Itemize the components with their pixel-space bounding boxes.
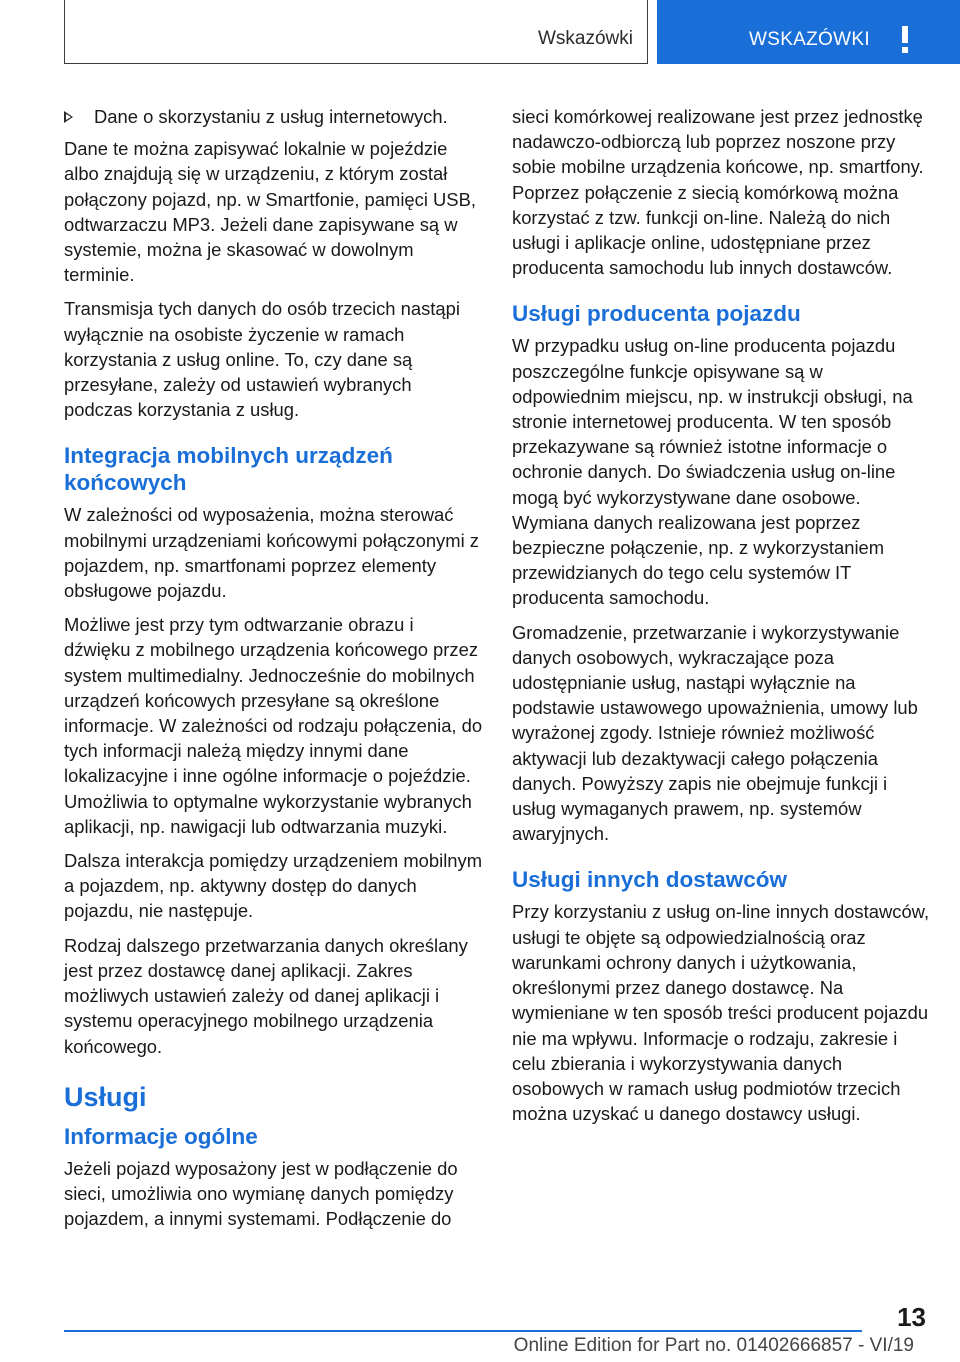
footer-divider xyxy=(64,1330,862,1332)
paragraph: W przypadku usług on-line producenta pojazdu poszczególne funkcje opisywane są w odpowiednim miejscu, np. w instrukcji obsługi, na stronie internetowej producenta. W ten sposób przekazywane są również istotne informacje o ochronie danych. Do świadczenia usług on-line mogą być wykorzystywane dane osobowe. Wymiana danych realizowana jest poprzez bezpieczne połączenie, np. z wykorzystaniem przewidzianych do tego celu systemów IT producenta samochodu. xyxy=(512,335,913,609)
paragraph: Gromadzenie, przetwarzanie i wykorzystywanie danych osobowych, wykraczające poza udostępnianie usług, nastąpi wyłącznie na podstawie ustawowego upoważnienia, umowy lub wyrażonej zgody. Istnieje również możliwość aktywacji lub dezaktywacji całego połączenia danych. Powyższy zapis nie obejmuje funkcji i usług wymaganych prawem, np. systemów awaryjnych. xyxy=(512,621,918,845)
paragraph: Dane te można zapisywać lokalnie w pojeździe albo znajdują się w urządzeniu, z którym został połączony pojazd, np. w Smartfonie, pamięci USB, odtwarzaczu MP3. Jeżeli dane zapisywane są w systemie, można je skasować w dowolnym terminie. xyxy=(64,138,476,286)
header-chapter-tab[interactable] xyxy=(657,0,960,64)
list-item-text: Dane o skorzystaniu z usług internetowych. xyxy=(94,106,448,127)
paragraph: Transmisja tych danych do osób trzecich nastąpi wyłącznie na osobiste życzenie w ramach korzystania z usług online. To, czy dane są przesyłane, zależy od ustawień wybranych podczas korzystania z usług. xyxy=(64,298,460,421)
header-chapter-label: WSKAZÓWKI xyxy=(749,29,870,50)
list-item xyxy=(64,104,484,129)
header-section-box xyxy=(64,0,648,64)
left-column xyxy=(64,104,484,1240)
subsection-heading: Informacje ogólne xyxy=(64,1123,258,1149)
right-column xyxy=(512,104,932,1135)
paragraph: Jeżeli pojazd wyposażony jest w podłączenie do sieci, umożliwia ono wymianę danych pomiędzy pojazdem, a innymi systemami. Podłączenie do xyxy=(64,1157,458,1230)
paragraph: Możliwe jest przy tym odtwarzanie obrazu i dźwięku z mobilnego urządzenia końcowego przez system multimedialny. Jednocześnie do mobilnych urządzeń końcowych przesyłane są określone informacje. W zależności od rodzaju połączenia, do tych informacji należą między innymi dane lokalizacyjne i inne ogólne informacje o pojeździe. Umożliwia to optymalne wykorzystanie wybranych aplikacji, np. nawigacji lub odtwarzania muzyki. xyxy=(64,614,483,837)
section-heading: Usługi xyxy=(64,1081,147,1112)
triangle-bullet-icon xyxy=(64,111,73,123)
paragraph: W zależności od wyposażenia, można sterować mobilnymi urządzeniami końcowymi połączonymi z pojazdem, np. smartfonami poprzez elementy obsługowe pojazdu. xyxy=(64,504,479,602)
paragraph: Rodzaj dalszego przetwarzania danych określany jest przez dostawcę danej aplikacji. Zakres możliwych ustawień zależy od danej aplikacji i systemu operacyjnego mobilnego urządzenia końcowego. xyxy=(64,934,468,1057)
subsection-heading: Integracja mobilnych urządzeń końcowych xyxy=(64,443,393,496)
header-section-label: Wskazówki xyxy=(537,28,633,49)
subsection-heading: Usługi innych dostawców xyxy=(512,867,788,893)
paragraph: Dalsza interakcja pomiędzy urządzeniem mobilnym a pojazdem, np. aktywny dostęp do danych pojazdu, nie następuje. xyxy=(64,850,483,922)
exclamation-icon xyxy=(900,26,910,54)
subsection-heading: Usługi producenta pojazdu xyxy=(512,301,801,327)
paragraph: sieci komórkowej realizowane jest przez jednostkę nadawczo-odbiorczą lub poprzez noszone przy sobie mobilne urządzenia końcowe, np. smartfony. Poprzez połączenie z siecią komórkową można korzystać z tzw. funkcji on-line. Należą do nich usługi i aplikacje online, udostępniane przez producenta samochodu lub innych dostawców. xyxy=(512,106,924,279)
paragraph: Przy korzystaniu z usług on-line innych dostawców, usługi te objęte są odpowiedzialnością oraz warunkami ochrony danych i użytkowania, określonymi przez danego dostawcę. Na wymieniane w ten sposób treści producent pojazdu nie ma wpływu. Informacje o rodzaju, zakresie i celu zbierania i wykorzystywania danych osobowych w ramach usług podmiotów trzecich można uzyskać u danego dostawcy usługi. xyxy=(512,901,930,1125)
page-number: 13 xyxy=(897,1302,926,1332)
footer-edition-text: Online Edition for Part no. 01402666857 - VI/19 xyxy=(513,1335,914,1356)
